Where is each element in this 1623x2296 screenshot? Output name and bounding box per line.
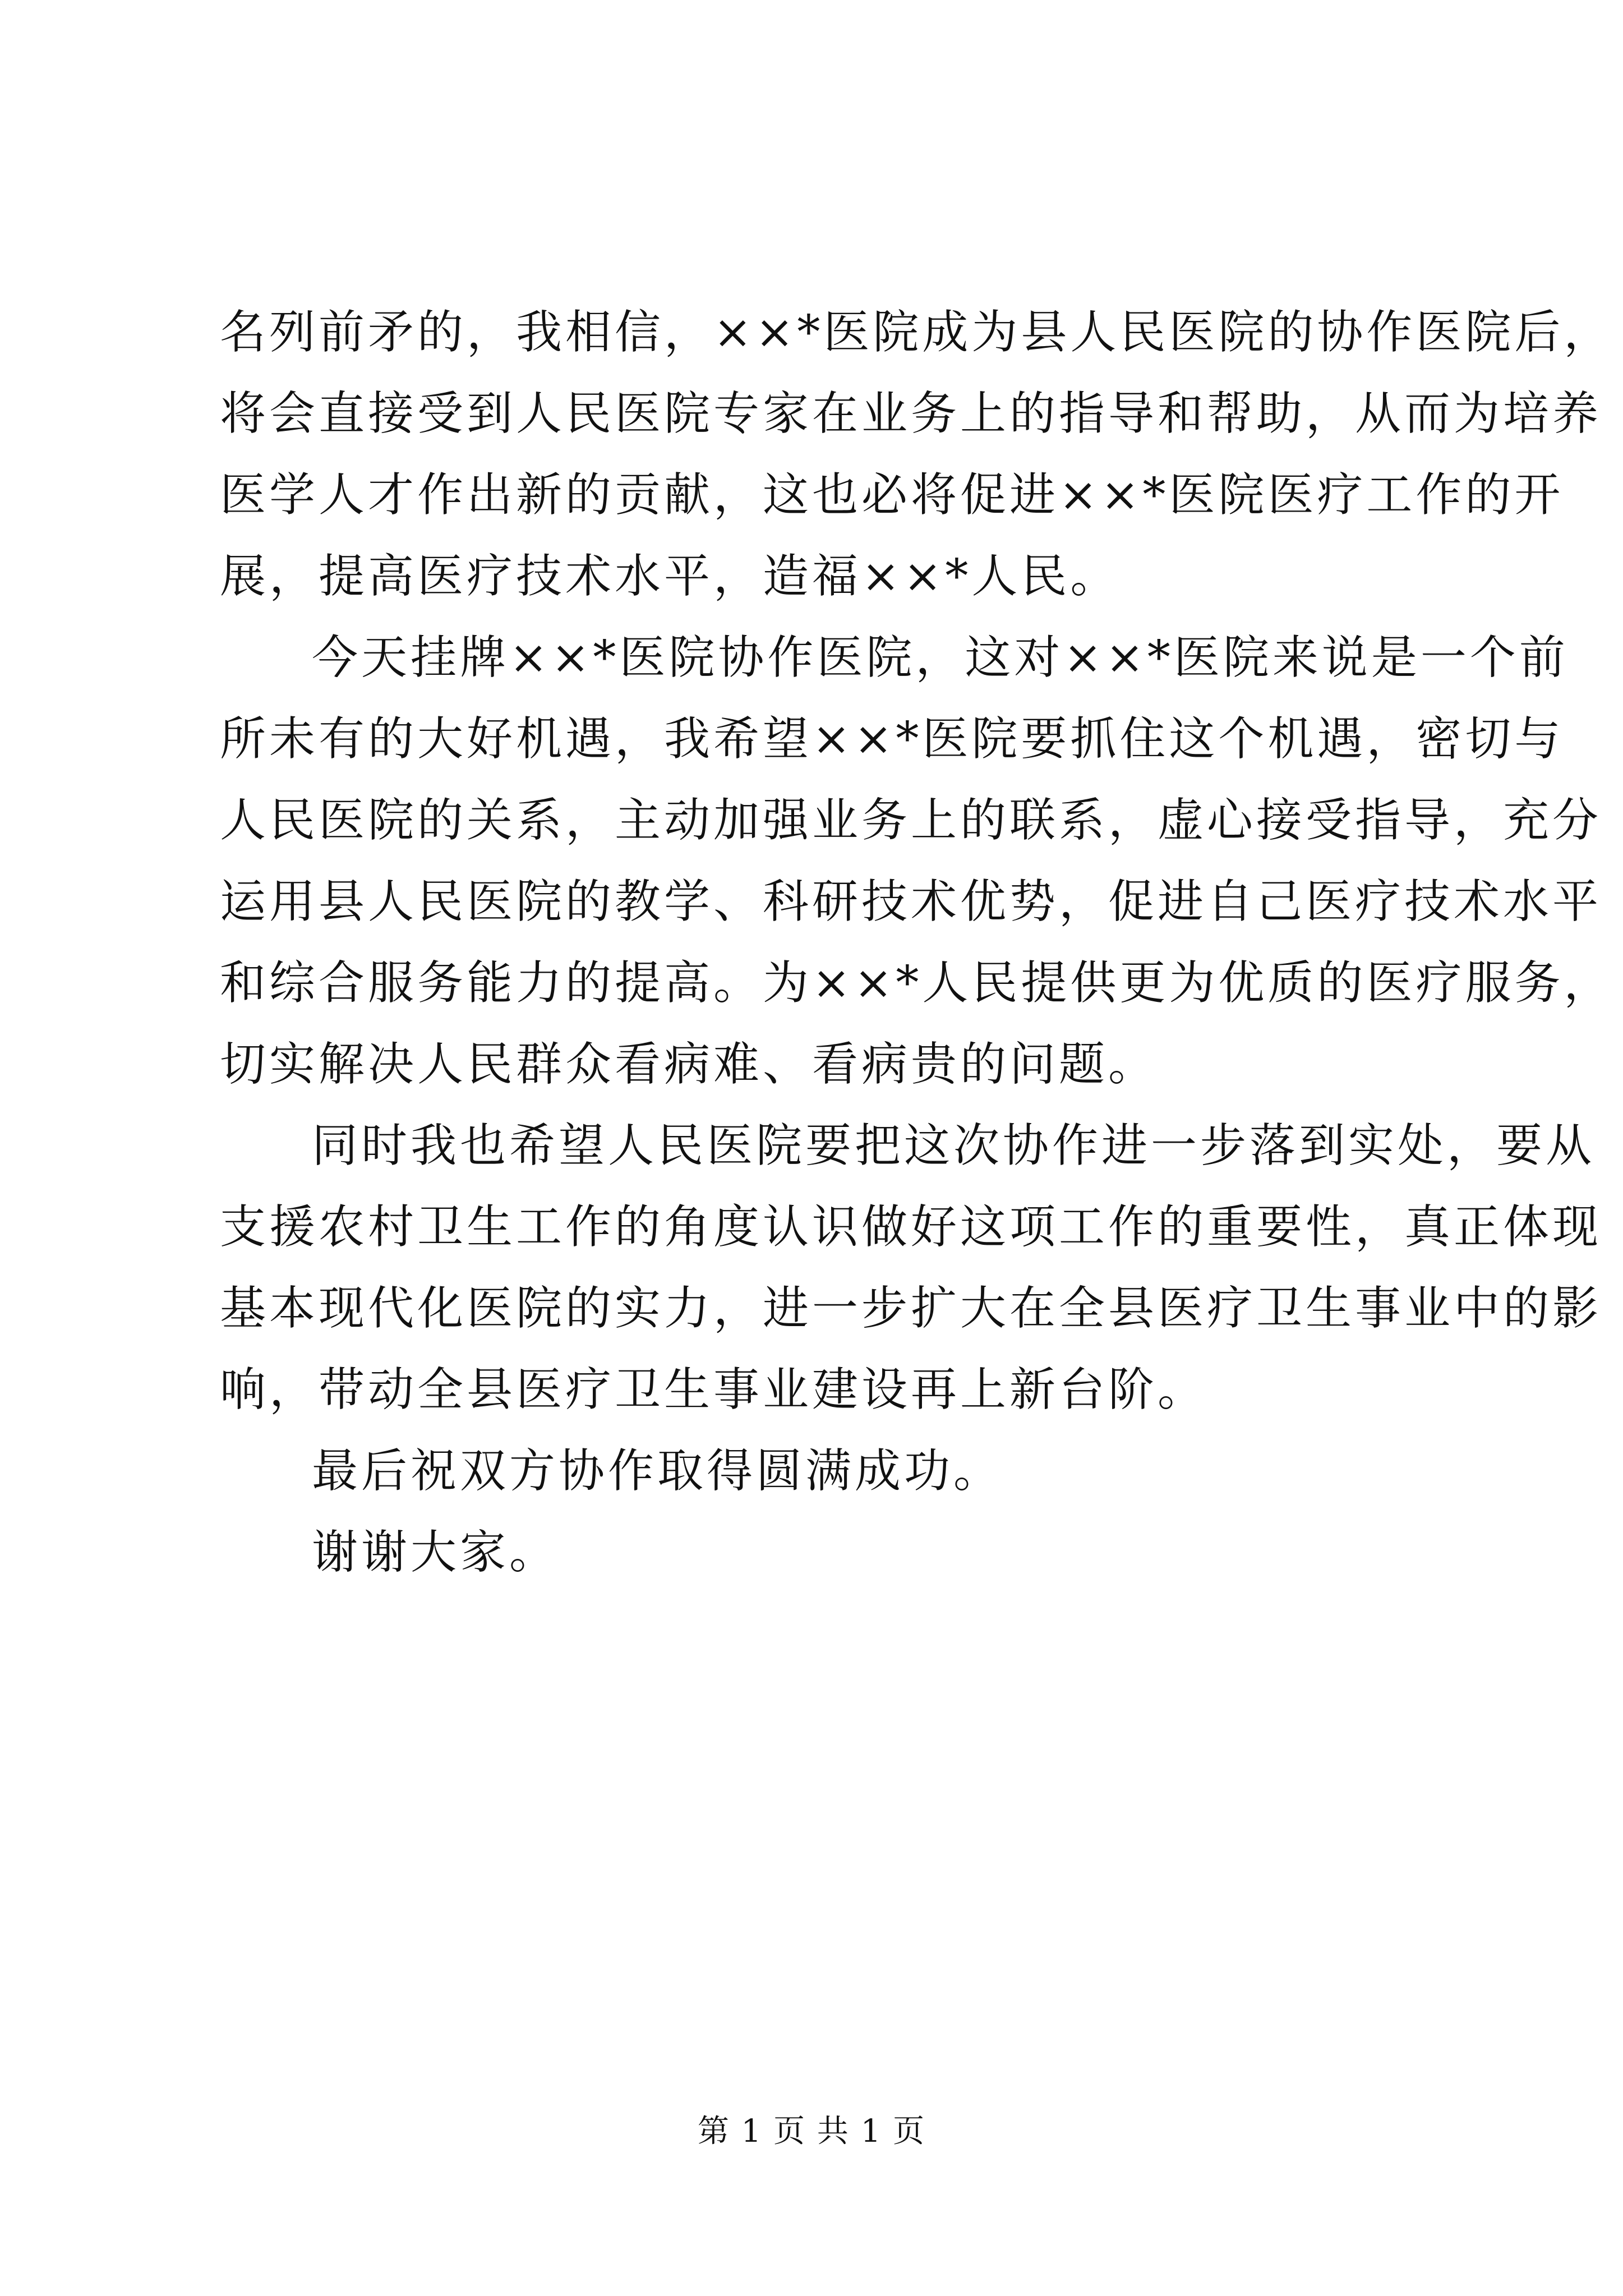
paragraph-4	[220, 1430, 1431, 1512]
document-body	[220, 292, 1613, 1593]
text-line: 人民医院的关系，主动加强业务上的联系，虚心接受指导，充分	[220, 794, 1602, 847]
text-line: 展，提高医疗技术水平，造福××*人民。	[220, 550, 1120, 603]
text-line: 将会直接受到人民医院专家在业务上的指导和帮助，从而为培养	[220, 387, 1602, 440]
page-footer	[0, 2109, 1623, 2154]
paragraph-5	[220, 1512, 1431, 1593]
text-line: 支援农村卫生工作的角度认识做好这项工作的重要性，真正体现	[220, 1200, 1602, 1254]
text-line: 最后祝双方协作取得圆满成功。	[312, 1444, 1003, 1498]
text-line: 医学人才作出新的贡献，这也必将促进××*医院医疗工作的开	[220, 468, 1564, 522]
text-line: 谢谢大家。	[312, 1526, 559, 1579]
text-line: 名列前矛的，我相信，××*医院成为县人民医院的协作医院后，	[220, 306, 1613, 359]
paragraph-2	[220, 617, 1613, 1105]
paragraph-1	[220, 292, 1613, 617]
text-line: 运用县人民医院的教学、科研技术优势，促进自己医疗技术水平	[220, 875, 1602, 928]
text-line: 基本现代化医院的实力，进一步扩大在全县医疗卫生事业中的影	[220, 1282, 1602, 1335]
page-number-label: 第 1 页 共 1 页	[697, 2113, 926, 2150]
text-line: 切实解决人民群众看病难、看病贵的问题。	[220, 1038, 1158, 1091]
text-line: 今天挂牌××*医院协作医院，这对××*医院来说是一个前	[312, 631, 1569, 684]
text-line: 同时我也希望人民医院要把这次协作进一步落到实处，要从	[312, 1119, 1596, 1172]
paragraph-3	[220, 1105, 1602, 1430]
text-line: 响，带动全县医疗卫生事业建设再上新台阶。	[220, 1363, 1207, 1416]
text-line: 和综合服务能力的提高。为××*人民提供更为优质的医疗服务，	[220, 956, 1613, 1010]
text-line: 所未有的大好机遇，我希望××*医院要抓住这个机遇，密切与	[220, 712, 1564, 766]
